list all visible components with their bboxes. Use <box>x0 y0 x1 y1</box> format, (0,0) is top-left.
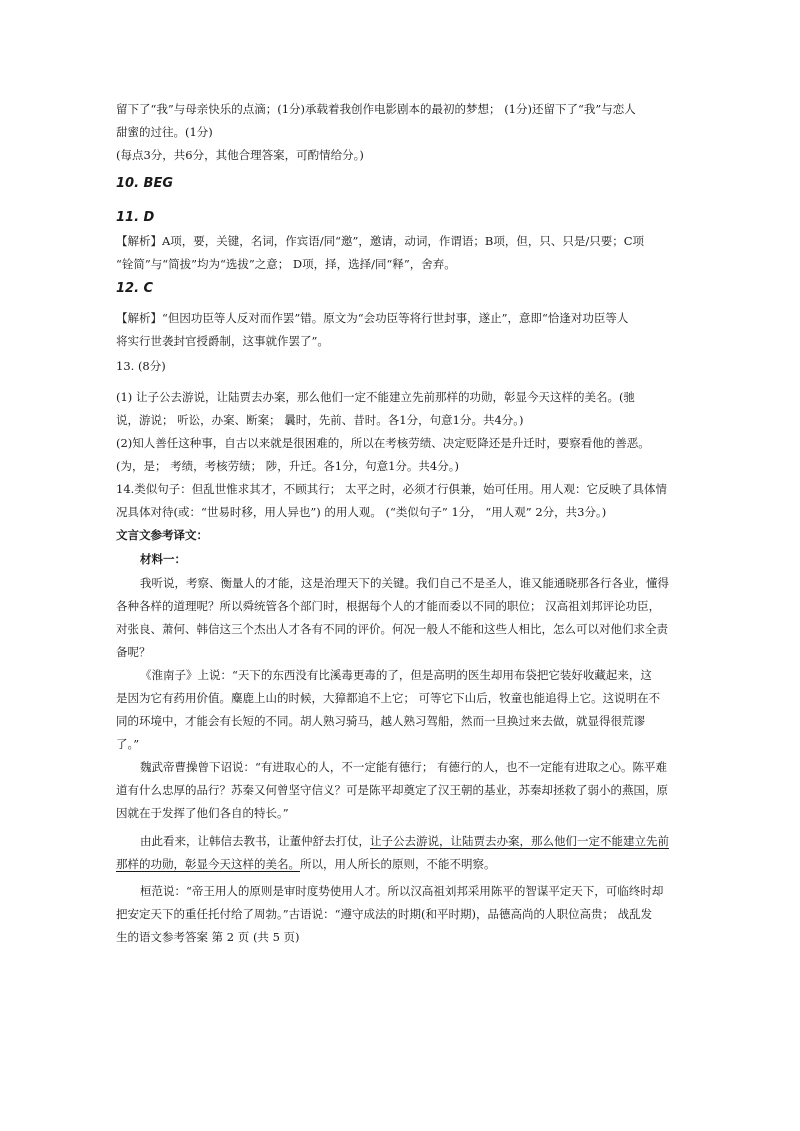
q13-part1-line-1: (1) 让子公去游说，让陆贾去办案，那么他们一定不能建立先前那样的功勋，彰显今天这样的美名。(驰 <box>116 390 635 404</box>
q11-analysis-line-2: “铨简”与“简拔”均为“选拔”之意； D项，择，选择/同“释”，舍弃。 <box>116 257 456 271</box>
para-1-line: 备呢？ <box>116 645 151 659</box>
para-2-line: 是因为它有药用价值。麋鹿上山的时候，大獐都追不上它； 可等它下山后，牧童也能追得上它。这说明在不 <box>116 691 661 705</box>
q14-line-1: 14.类似句子：但乱世惟求其才，不顾其行； 太平之时，必须才行俱兼，始可任用。用人观：它反映了具体情 <box>116 482 667 496</box>
para-5-line: 桓范说：“帝王用人的原则是审时度势使用人才。所以汉高祖刘邦采用陈平的智谋平定天下，可临终时却 <box>140 884 664 898</box>
para-5-line: 把安定天下的重任托付给了周勃。”古语说：“遵守成法的时期(和平时期)，品德高尚的人职位高贵； 战乱发 <box>116 907 653 921</box>
para-3-line: 因就在于发挥了他们各自的特长。” <box>116 806 289 820</box>
para-2-line: 《淮南子》上说：“天下的东西没有比溪毒更毒的了，但是高明的医生却用布袋把它装好收藏起来，这 <box>140 668 652 682</box>
para-4-underlined-text-1: 让子公去游说，让陆贾去办案，那么他们一定不能建立先前 <box>370 834 669 848</box>
q11-analysis-block <box>116 230 690 276</box>
answer-9-line-2: 甜蜜的过往。(1分) <box>116 125 213 139</box>
para-1-line: 我听说，考察、衡量人的才能，这是治理天下的关键。我们自己不是圣人，谁又能通晓那各行各业，懂得 <box>140 576 669 590</box>
answer-9-line-1: 留下了“我”与母亲快乐的点滴；(1分)承载着我创作电影剧本的最初的梦想； (1分)还留下了“我”与恋人 <box>116 102 636 116</box>
para-3-line: 道有什么忠厚的品行？苏秦又何曾坚守信义？可是陈平却奠定了汉王朝的基业，苏秦却拯救了弱小的燕国，原 <box>116 783 668 797</box>
q14-answer-block <box>116 478 690 547</box>
q13-label: 13. (8分) <box>116 359 166 373</box>
q14-line-2: 况具体对待(或：“世易时移，用人异也”) 的用人观。 (“类似句子” 1分， “用人观” 2分，共3分。) <box>116 505 607 519</box>
q11-answer-label: 11. D <box>116 210 155 225</box>
translation-para-3 <box>116 756 690 825</box>
q13-part1-line-2: 说，游说； 听讼，办案、断案； 曩时，先前、昔时。各1分，句意1分。共4分。) <box>116 413 524 427</box>
q10-answer-label: 10. BEG <box>116 176 174 191</box>
q12-analysis-line-2: 将实行世袭封官授爵制，这事就作罢了”。 <box>116 334 329 348</box>
q13-answers-block <box>116 386 690 478</box>
q13-part2-line-2: (为，是； 考绩，考核劳绩； 陟，升迁。各1分，句意1分。共4分。) <box>116 459 459 473</box>
material-one-title: 材料一： <box>140 552 186 566</box>
para-2-line: 同的环境中，才能会有长短的不同。胡人熟习骑马，越人熟习驾船，然而一旦换过来去做，就显得很荒谬 <box>116 714 645 728</box>
answer-9-block <box>116 98 690 167</box>
q12-analysis-line-1: 【解析】“但因功臣等人反对而作罢”错。原文为“会功臣等将行世封事，遂止”，意即“恰逢对功臣等人 <box>116 311 629 325</box>
para-4-lead: 由此看来，让韩信去教书，让董仲舒去打仗， <box>140 834 370 848</box>
translation-heading: 文言文参考译文： <box>116 528 208 542</box>
para-3-line: 魏武帝曹操曾下诏说：“有进取心的人，不一定能有德行； 有德行的人，也不一定能有进取之心。陈平难 <box>140 760 668 774</box>
q12-analysis-block <box>116 307 690 353</box>
translation-material-title <box>116 548 690 571</box>
answer-9-scoring-note: (每点3分，共6分，其他合理答案，可酌情给分。) <box>116 148 364 162</box>
translation-para-5 <box>116 880 690 949</box>
translation-para-1 <box>116 572 690 664</box>
q12-answer-label: 12. C <box>116 281 154 296</box>
page-footer: 语文参考答案 第 2 页 (共 5 页) <box>139 930 300 944</box>
translation-para-2 <box>116 664 690 756</box>
q11-analysis-line-1: 【解析】A项，要，关键，名词，作宾语/同“邀”，邀请，动词，作谓语；B项，但，只、只是/只要；C项 <box>116 234 645 248</box>
q13-part2-line-1: (2)知人善任这种事，自古以来就是很困难的，所以在考核劳绩、决定贬降还是升迁时，要察看他的善恶。 <box>116 436 650 450</box>
para-2-line: 了。” <box>116 737 140 751</box>
para-5-last-fragment: 生的 <box>116 930 139 944</box>
para-4-tail: 所以，用人所长的原则，不能不明察。 <box>300 857 496 871</box>
para-4-underlined-text-2: 那样的功勋，彰显今天这样的美名。 <box>116 857 300 871</box>
para-1-line: 各种各样的道理呢？所以舜统管各个部门时，根据每个人的才能而委以不同的职位； 汉高祖刘邦评论功臣， <box>116 599 661 613</box>
translation-para-4 <box>116 830 690 876</box>
para-1-line: 对张良、萧何、韩信这三个杰出人才各有不同的评价。何况一般人不能和这些人相比，怎么可以对他们求全责 <box>116 622 668 636</box>
